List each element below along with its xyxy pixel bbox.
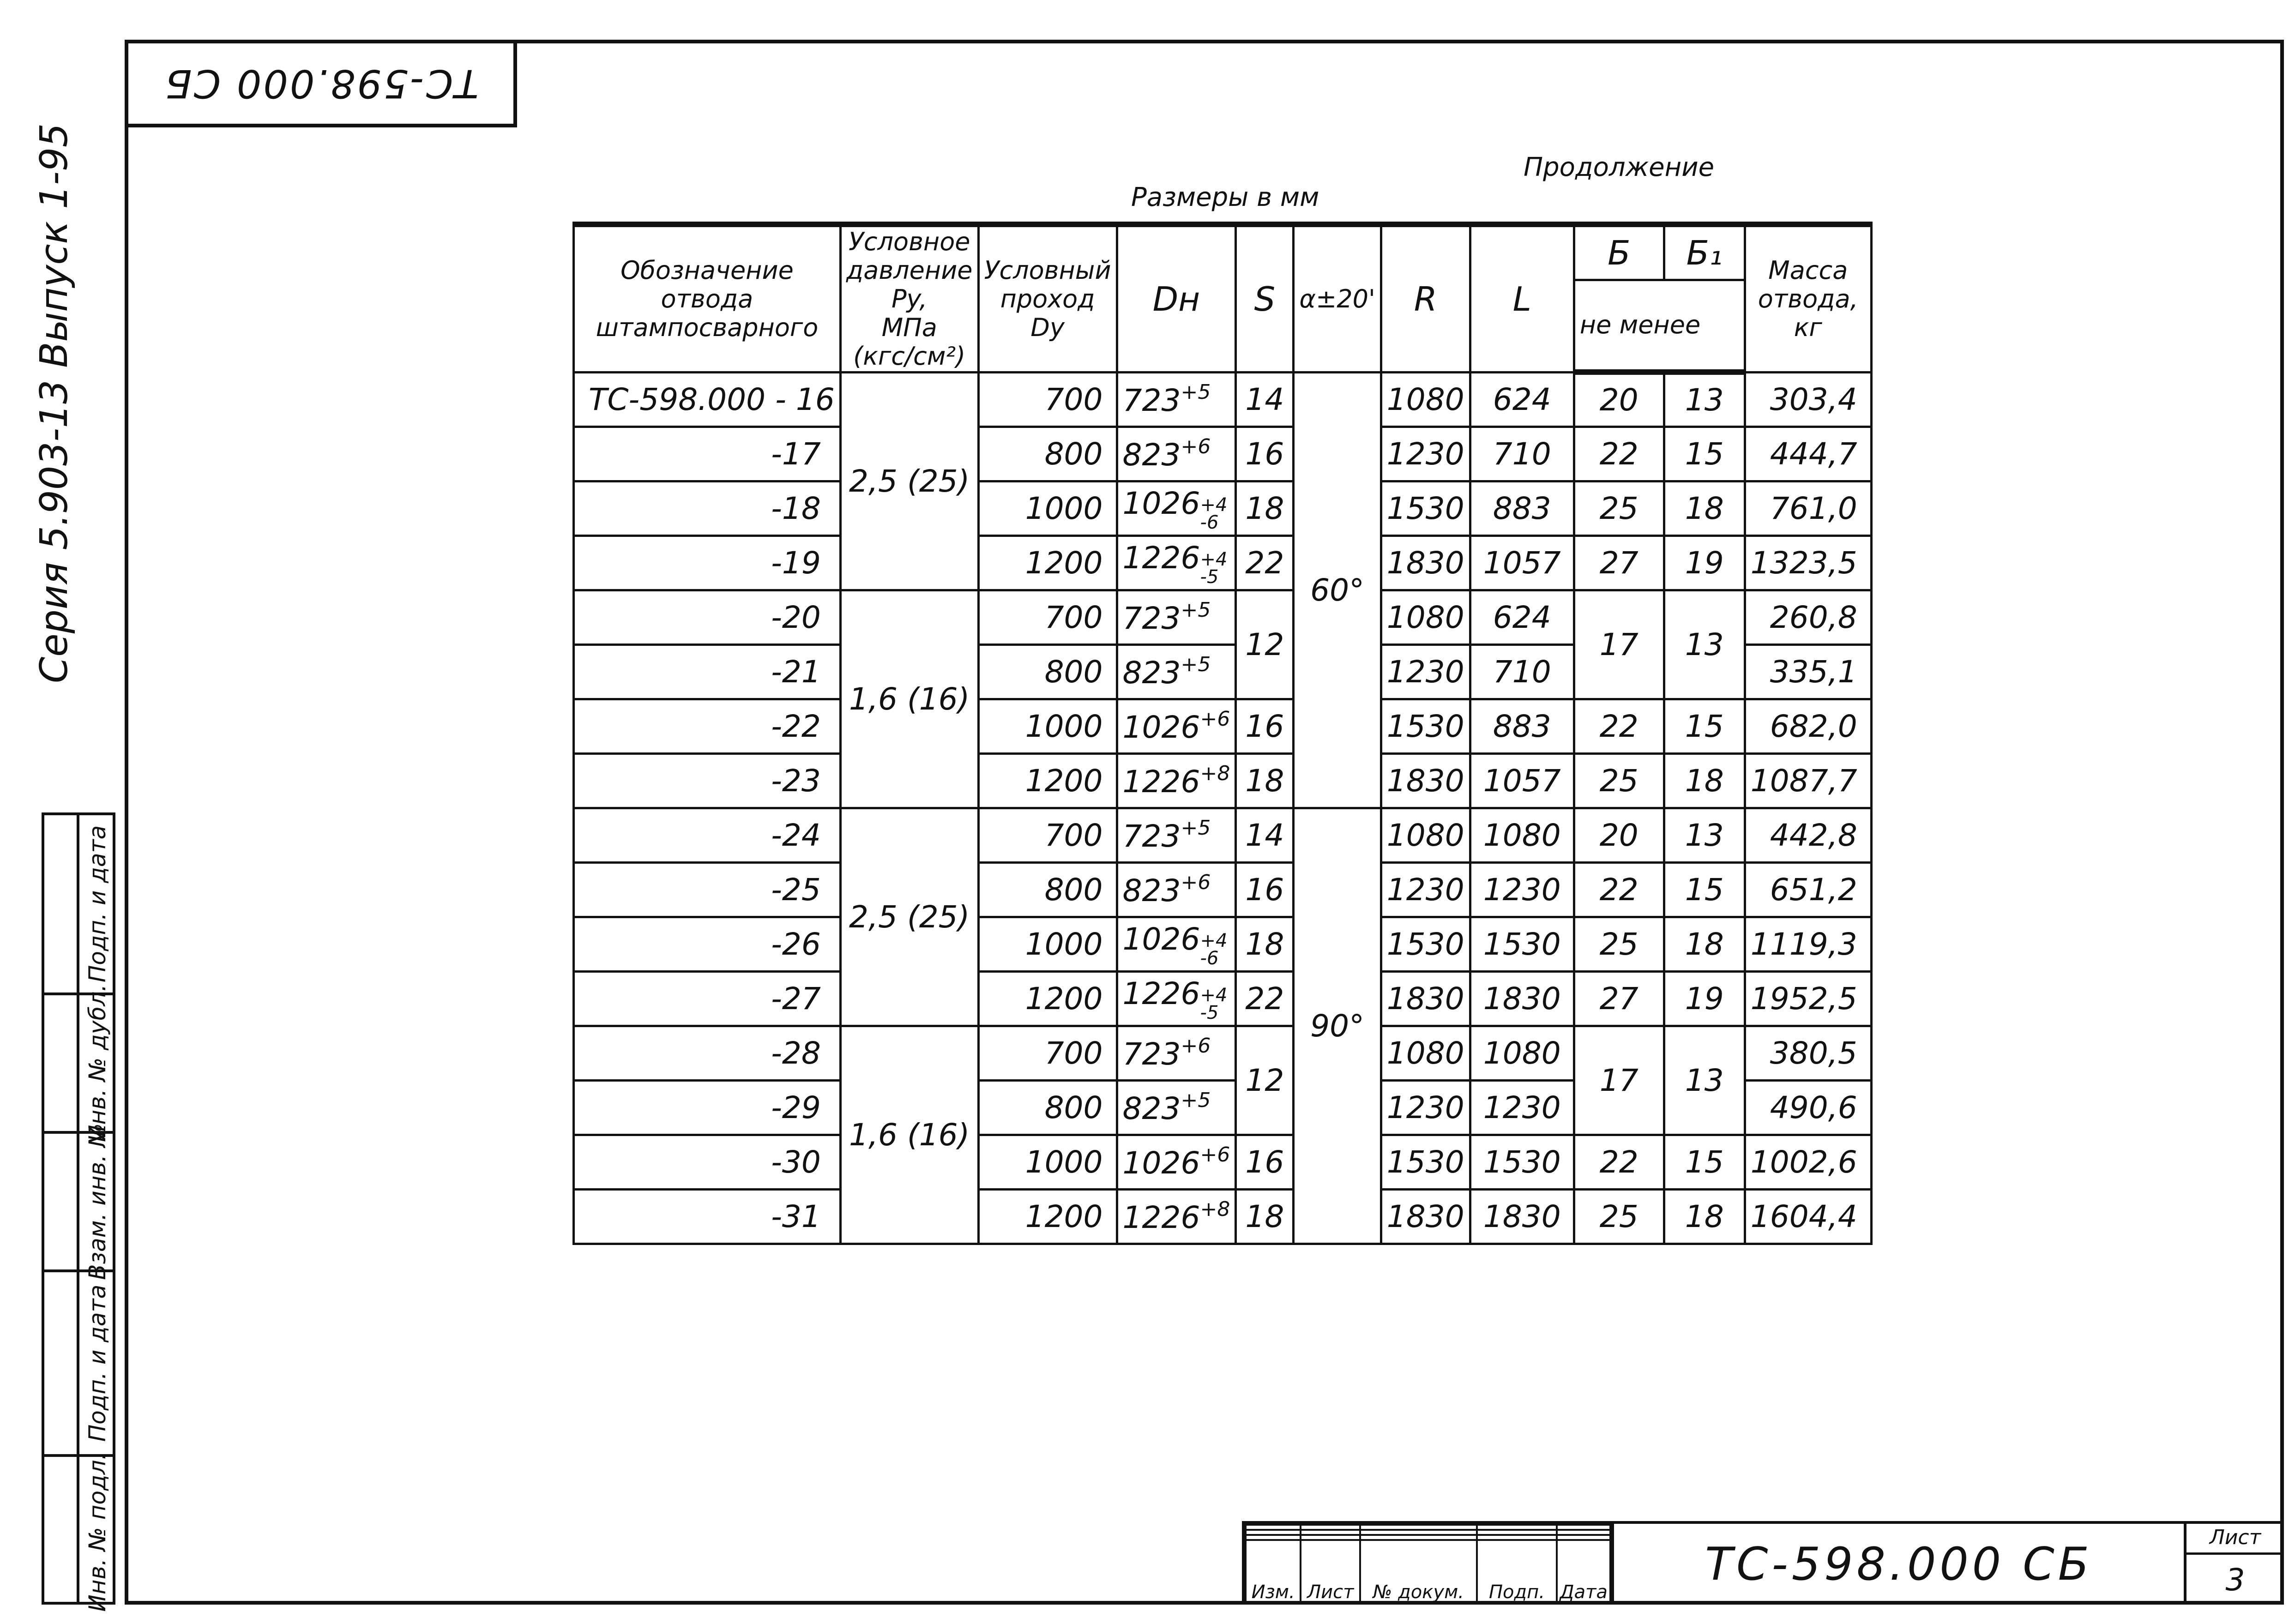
dn-value: 823 [1122, 1091, 1181, 1126]
header-l: L [1470, 224, 1574, 372]
header-bore: Условный проход Dy [978, 224, 1117, 372]
cell-l: 1057 [1470, 753, 1574, 808]
cell-dn [1117, 644, 1236, 699]
cell-s: 12 [1236, 1026, 1294, 1135]
cell-dn [1117, 1189, 1236, 1244]
dn-value: 723 [1122, 601, 1181, 636]
cell-mass: 1952,5 [1745, 971, 1871, 1026]
cell-b1: 13 [1664, 808, 1745, 862]
dn-tolerance [1200, 932, 1228, 967]
cell-mass: 444,7 [1745, 427, 1871, 481]
dn-tolerance [1200, 548, 1228, 588]
table-row [574, 590, 1872, 644]
cell-l: 883 [1470, 699, 1574, 753]
dn-value: 723 [1122, 383, 1181, 418]
cell-pressure: 1,6 (16) [840, 590, 978, 808]
table-row [574, 917, 1872, 971]
cell-designation: -23 [574, 753, 841, 808]
dn-value: 1026 [1122, 921, 1200, 957]
dn-value: 1226 [1122, 1200, 1200, 1235]
tolerance-part: -6 [1200, 947, 1219, 969]
tolerance-part: -5 [1200, 566, 1219, 588]
cell-designation: -29 [574, 1080, 841, 1135]
cell-mass: 1119,3 [1745, 917, 1871, 971]
dn-tolerance: +5 [1181, 598, 1211, 622]
cell-bore: 1000 [978, 1135, 1117, 1189]
cell-r: 1230 [1381, 1080, 1470, 1135]
cell-l: 1530 [1470, 917, 1574, 971]
cell-dn [1117, 917, 1236, 971]
dn-tolerance: +8 [1200, 762, 1230, 785]
cell-bore: 700 [978, 1026, 1117, 1080]
tb-col-doc: № докум. [1360, 1540, 1476, 1604]
continuation-label: Продолжение [1524, 152, 1715, 182]
cell-dn [1117, 372, 1236, 427]
tolerance-part: +4 [1200, 548, 1228, 570]
cell-bore: 1200 [978, 535, 1117, 590]
dn-tolerance: +6 [1181, 871, 1211, 894]
header-pressure: Условное давление Py, МПа (кгс/см²) [840, 224, 978, 372]
cell-mass: 761,0 [1745, 481, 1871, 535]
cell-designation: -24 [574, 808, 841, 862]
cell-r: 1530 [1381, 917, 1470, 971]
cell-l: 1080 [1470, 808, 1574, 862]
cell-b: 20 [1574, 808, 1664, 862]
dn-value: 1026 [1122, 710, 1200, 745]
cell-l: 710 [1470, 427, 1574, 481]
table-row [574, 535, 1872, 590]
cell-r: 1530 [1381, 481, 1470, 535]
sheet-label: Лист [2187, 1524, 2284, 1555]
cell-designation: -21 [574, 644, 841, 699]
cell-s: 22 [1236, 971, 1294, 1026]
cell-pressure: 1,6 (16) [840, 1026, 978, 1244]
cell-designation: -25 [574, 862, 841, 917]
cell-dn [1117, 699, 1236, 753]
dn-tolerance: +6 [1181, 435, 1211, 458]
dn-value: 1226 [1122, 764, 1200, 800]
cell-angle: 90° [1294, 808, 1381, 1244]
cell-pressure: 2,5 (25) [840, 808, 978, 1026]
table-row [574, 427, 1872, 481]
tolerance-part: -6 [1200, 511, 1219, 533]
cell-dn [1117, 590, 1236, 644]
table-row [574, 481, 1872, 535]
cell-r: 1080 [1381, 808, 1470, 862]
cell-bore: 1200 [978, 1189, 1117, 1244]
cell-b1: 15 [1664, 427, 1745, 481]
left-strip [42, 812, 115, 1612]
title-block [1242, 1521, 2284, 1605]
header-alpha: α±20' [1294, 224, 1381, 372]
dn-tolerance: +6 [1181, 1034, 1211, 1058]
series-label: Серия 5.903-13 Выпуск 1-95 [32, 123, 76, 683]
cell-b: 17 [1574, 590, 1664, 699]
cell-designation: ТС-598.000 - 16 [574, 372, 841, 427]
cell-bore: 800 [978, 1080, 1117, 1135]
strip-label: Взам. инв. № [84, 1123, 111, 1280]
tolerance-part: +4 [1200, 930, 1228, 951]
cell-b: 22 [1574, 862, 1664, 917]
cell-b: 22 [1574, 1135, 1664, 1189]
cell-s: 18 [1236, 917, 1294, 971]
header-r: R [1381, 224, 1470, 372]
cell-designation: -17 [574, 427, 841, 481]
cell-b1: 13 [1664, 590, 1745, 699]
cell-angle: 60° [1294, 372, 1381, 808]
dn-value: 1226 [1122, 540, 1200, 576]
dn-tolerance: +5 [1181, 653, 1211, 676]
cell-mass: 442,8 [1745, 808, 1871, 862]
cell-r: 1080 [1381, 590, 1470, 644]
cell-s: 16 [1236, 699, 1294, 753]
top-stamp-text: ТС-598.000 СБ [163, 61, 479, 106]
cell-b: 17 [1574, 1026, 1664, 1135]
dn-tolerance: +6 [1200, 707, 1230, 731]
cell-b1: 19 [1664, 971, 1745, 1026]
dn-value: 723 [1122, 1036, 1181, 1072]
cell-dn [1117, 862, 1236, 917]
cell-b1: 19 [1664, 535, 1745, 590]
cell-dn [1117, 808, 1236, 862]
dn-tolerance: +5 [1181, 1089, 1211, 1112]
cell-r: 1830 [1381, 753, 1470, 808]
cell-b: 25 [1574, 753, 1664, 808]
cell-b1: 18 [1664, 481, 1745, 535]
table-row [574, 753, 1872, 808]
cell-mass: 490,6 [1745, 1080, 1871, 1135]
tolerance-part: -5 [1200, 1002, 1219, 1023]
cell-mass: 335,1 [1745, 644, 1871, 699]
header-mass: Масса отвода, кг [1745, 224, 1871, 372]
cell-dn [1117, 971, 1236, 1026]
cell-l: 1830 [1470, 1189, 1574, 1244]
strip-cell [44, 984, 113, 1143]
cell-designation: -31 [574, 1189, 841, 1244]
header-s: S [1236, 224, 1294, 372]
dn-tolerance: +8 [1200, 1197, 1230, 1221]
cell-l: 1530 [1470, 1135, 1574, 1189]
cell-s: 16 [1236, 1135, 1294, 1189]
cell-designation: -20 [574, 590, 841, 644]
top-stamp [125, 40, 517, 127]
cell-s: 22 [1236, 535, 1294, 590]
strip-cell [44, 815, 113, 995]
cell-mass: 260,8 [1745, 590, 1871, 644]
cell-b: 22 [1574, 699, 1664, 753]
cell-l: 710 [1470, 644, 1574, 699]
tb-col-date: Дата [1557, 1540, 1610, 1604]
cell-b: 27 [1574, 535, 1664, 590]
cell-bore: 1000 [978, 917, 1117, 971]
cell-bore: 700 [978, 590, 1117, 644]
tolerance-part: +4 [1200, 494, 1228, 516]
strip-label: Инв. № подл. [84, 1452, 111, 1612]
table-row [574, 1135, 1872, 1189]
cell-r: 1530 [1381, 699, 1470, 753]
cell-b: 25 [1574, 1189, 1664, 1244]
strip-label: Подп. и дата [84, 1284, 111, 1442]
strip-cell [44, 1272, 113, 1457]
cell-b: 25 [1574, 917, 1664, 971]
cell-designation: -28 [574, 1026, 841, 1080]
cell-dn [1117, 427, 1236, 481]
dn-value: 1026 [1122, 485, 1200, 521]
cell-s: 16 [1236, 427, 1294, 481]
tolerance-part: +4 [1200, 984, 1228, 1006]
header-b: Б [1574, 224, 1664, 280]
dn-value: 823 [1122, 437, 1181, 473]
tb-col-izm: Изм. [1246, 1540, 1301, 1604]
cell-bore: 700 [978, 372, 1117, 427]
cell-r: 1830 [1381, 535, 1470, 590]
cell-r: 1080 [1381, 1026, 1470, 1080]
cell-bore: 800 [978, 427, 1117, 481]
cell-bore: 700 [978, 808, 1117, 862]
cell-bore: 1000 [978, 699, 1117, 753]
cell-designation: -19 [574, 535, 841, 590]
cell-s: 12 [1236, 590, 1294, 699]
spec-body [574, 372, 1872, 1244]
cell-l: 883 [1470, 481, 1574, 535]
table-row [574, 971, 1872, 1026]
table-row [574, 862, 1872, 917]
tb-col-list: Лист [1301, 1540, 1360, 1604]
cell-bore: 1000 [978, 481, 1117, 535]
cell-dn [1117, 753, 1236, 808]
cell-b1: 18 [1664, 917, 1745, 971]
cell-bore: 1200 [978, 971, 1117, 1026]
cell-r: 1230 [1381, 427, 1470, 481]
cell-r: 1230 [1381, 644, 1470, 699]
cell-l: 1230 [1470, 862, 1574, 917]
cell-s: 14 [1236, 372, 1294, 427]
cell-dn [1117, 1026, 1236, 1080]
cell-dn [1117, 535, 1236, 590]
cell-mass: 1604,4 [1745, 1189, 1871, 1244]
strip-label: Инв. № дубл. [84, 984, 111, 1143]
cell-r: 1830 [1381, 971, 1470, 1026]
units-caption: Размеры в мм [1131, 182, 1319, 212]
header-min: не менее [1574, 280, 1745, 372]
dn-tolerance: +5 [1181, 380, 1211, 404]
dn-value: 1226 [1122, 975, 1200, 1011]
cell-mass: 1002,6 [1745, 1135, 1871, 1189]
cell-bore: 800 [978, 862, 1117, 917]
table-row [574, 1026, 1872, 1080]
cell-b1: 18 [1664, 1189, 1745, 1244]
cell-b: 22 [1574, 427, 1664, 481]
dn-tolerance [1200, 496, 1228, 531]
cell-b: 20 [1574, 372, 1664, 427]
cell-b1: 18 [1664, 753, 1745, 808]
cell-designation: -27 [574, 971, 841, 1026]
sheet-box [2184, 1521, 2284, 1605]
document-code: ТС-598.000 СБ [1611, 1521, 2184, 1605]
cell-b1: 13 [1664, 372, 1745, 427]
cell-dn [1117, 481, 1236, 535]
cell-l: 1830 [1470, 971, 1574, 1026]
dn-value: 823 [1122, 873, 1181, 908]
cell-mass: 651,2 [1745, 862, 1871, 917]
dn-value: 1026 [1122, 1145, 1200, 1181]
dn-value: 723 [1122, 818, 1181, 854]
cell-mass: 682,0 [1745, 699, 1871, 753]
header-designation: Обозначение отвода штампосварного [574, 224, 841, 372]
cell-b1: 15 [1664, 699, 1745, 753]
strip-label: Подп. и дата [84, 825, 111, 983]
cell-b: 27 [1574, 971, 1664, 1026]
cell-s: 18 [1236, 753, 1294, 808]
cell-l: 1080 [1470, 1026, 1574, 1080]
cell-b1: 13 [1664, 1026, 1745, 1135]
cell-l: 1230 [1470, 1080, 1574, 1135]
cell-mass: 303,4 [1745, 372, 1871, 427]
cell-l: 624 [1470, 590, 1574, 644]
cell-mass: 380,5 [1745, 1026, 1871, 1080]
cell-dn [1117, 1080, 1236, 1135]
cell-l: 1057 [1470, 535, 1574, 590]
cell-dn [1117, 1135, 1236, 1189]
cell-designation: -18 [574, 481, 841, 535]
cell-designation: -26 [574, 917, 841, 971]
dn-value: 823 [1122, 655, 1181, 691]
strip-cell [44, 1452, 113, 1612]
cell-l: 624 [1470, 372, 1574, 427]
cell-s: 18 [1236, 1189, 1294, 1244]
cell-designation: -30 [574, 1135, 841, 1189]
cell-r: 1230 [1381, 862, 1470, 917]
cell-mass: 1323,5 [1745, 535, 1871, 590]
cell-b: 25 [1574, 481, 1664, 535]
tb-col-sign: Подп. [1477, 1540, 1557, 1604]
dn-tolerance: +6 [1200, 1143, 1230, 1167]
cell-r: 1830 [1381, 1189, 1470, 1244]
cell-designation: -22 [574, 699, 841, 753]
cell-r: 1080 [1381, 372, 1470, 427]
cell-b1: 15 [1664, 1135, 1745, 1189]
strip-cell [44, 1123, 113, 1280]
header-dn: Dн [1117, 224, 1236, 372]
table-row [574, 372, 1872, 427]
cell-mass: 1087,7 [1745, 753, 1871, 808]
cell-pressure: 2,5 (25) [840, 372, 978, 590]
cell-bore: 800 [978, 644, 1117, 699]
dn-tolerance: +5 [1181, 816, 1211, 840]
title-grid [1242, 1521, 1611, 1605]
sheet-number: 3 [2225, 1562, 2245, 1598]
dn-tolerance [1200, 986, 1228, 1022]
cell-bore: 1200 [978, 753, 1117, 808]
table-row [574, 699, 1872, 753]
header-b1: Б₁ [1664, 224, 1745, 280]
cell-s: 16 [1236, 862, 1294, 917]
spec-table [572, 222, 1873, 1245]
table-row [574, 808, 1872, 862]
cell-b1: 15 [1664, 862, 1745, 917]
cell-s: 14 [1236, 808, 1294, 862]
cell-s: 18 [1236, 481, 1294, 535]
table-row [574, 1189, 1872, 1244]
cell-r: 1530 [1381, 1135, 1470, 1189]
